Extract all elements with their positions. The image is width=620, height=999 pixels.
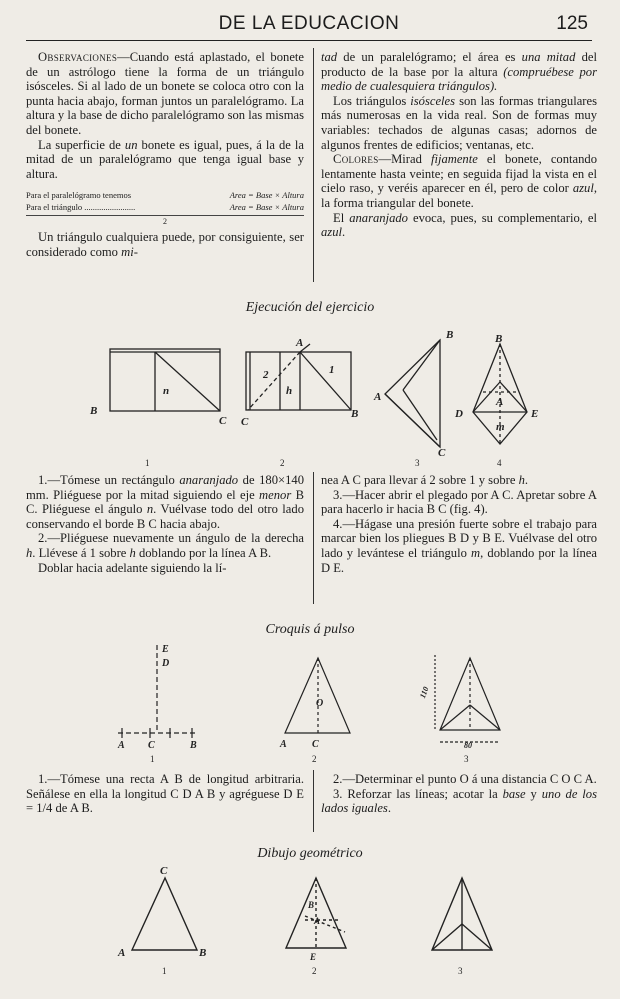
- section2-right-column: [321, 772, 597, 816]
- fig4-label-m: m: [496, 421, 505, 433]
- folding-figures: [85, 322, 555, 472]
- step-3: 3.—Hacer abrir el plegado por A C. Apretar sobre A para hacerlo ir hacia B C (fig. 4).: [321, 487, 597, 517]
- fig2-label-h: h: [286, 385, 293, 397]
- fig1-rectangle: [110, 349, 220, 411]
- fig4-label-d: D: [455, 408, 463, 420]
- fig1-number: 1: [145, 458, 150, 468]
- sketch-figures: [100, 640, 540, 765]
- sketch-step-2: 2.—Determinar el punto O á una distancia C O C A.: [333, 772, 597, 786]
- sketch2-label-c: C: [312, 739, 319, 750]
- fig4-label-e: E: [531, 408, 539, 420]
- sketch1-label-b: B: [190, 740, 197, 751]
- caption-ejecucion: Ejecución del ejercicio: [245, 300, 375, 315]
- superficie-paragraph: La superficie de un bonete es igual, pues, á la de la mitad de un paralelógramo que tenga igual base y altura.: [26, 137, 304, 181]
- fig3-label-c: C: [438, 447, 446, 459]
- sketch1-label-a: A: [118, 740, 125, 751]
- geo2-label-b: B: [308, 900, 315, 910]
- fig2-label-1: 1: [329, 364, 335, 376]
- sketch3-label-80: 80: [464, 741, 472, 750]
- fig2-label-2: 2: [263, 369, 269, 381]
- fig1-label-c: C: [219, 415, 227, 427]
- section2-left-column: [26, 772, 304, 816]
- fig3-label-a: A: [374, 391, 382, 403]
- mitad-paragraph: tad de un paralelógramo; el área es una mitad del producto de la base por la altura (compruébese por medio de cualesquiera triángulos).: [321, 50, 598, 94]
- geo2-triangle: [286, 878, 346, 948]
- geo1-label-c: C: [160, 865, 168, 877]
- fig2-label-c: C: [241, 416, 249, 428]
- triangulo-paragraph: Un triángulo cualquiera puede, por consiguiente, ser considerado como mi-: [26, 230, 304, 259]
- isosceles-paragraph: Los triángulos isósceles son las formas triangulares más numerosas en la vida real. Son de formas muy variables: techados de algunas casas; adornos de algunos frentes de edificios; ventanas, etc.: [321, 93, 597, 152]
- top-right-column: [321, 50, 597, 240]
- column-divider-3: [313, 770, 314, 832]
- fig2-label-b: B: [351, 408, 359, 420]
- geo2-label-a: A: [314, 916, 321, 926]
- caption-dibujo: Dibujo geométrico: [257, 846, 363, 861]
- step-4: 4.—Hágase una presión fuerte sobre el trabajo para marcar bien los pliegues B D y B E. Vuélvase del otro lado y levántese el triángulo m, doblando por la línea D E.: [321, 516, 597, 575]
- step-1: 1.—Tómese un rectángulo anaranjado de 180×140 mm. Pliéguese por la mitad siguiendo el eje menor B C. Pliéguese el ángulo n. Vuélvase todo del otro lado conservando el borde B C hacia abajo.: [26, 473, 304, 531]
- fig2-number: 2: [280, 458, 285, 468]
- fig1-label-b: B: [90, 405, 98, 417]
- column-divider-2: [313, 472, 314, 604]
- geo2-number: 2: [312, 966, 317, 976]
- fig2-label-a: A: [296, 337, 304, 349]
- section1-left-column: [26, 473, 304, 575]
- running-head-title: DE LA EDUCACION: [218, 13, 400, 34]
- sketch1-number: 1: [150, 754, 155, 764]
- fig3-number: 3: [415, 458, 420, 468]
- fig1-diagonal: [155, 352, 220, 411]
- sketch-step-1: 1.—Tómese una recta A B de longitud arbitraria. Señálese en ella la longitud C D A B y agréguese D E = 1/4 de A B.: [26, 772, 304, 816]
- anaranjado-paragraph: El anaranjado evoca, pues, su complementario, el azul.: [321, 210, 598, 240]
- sketch3-label-110: 110: [418, 685, 431, 700]
- geo1-triangle: [132, 878, 197, 950]
- fig4-label-a: A: [496, 396, 504, 408]
- sketch3-number: 3: [464, 754, 469, 764]
- fig3-label-b: B: [446, 329, 454, 341]
- fig4-label-b: B: [495, 333, 503, 345]
- observaciones-paragraph: Observaciones—Cuando está aplastado, el bonete de un astrólogo tiene la forma de un triángulo isósceles. Si al lado de un bonete se coloca otro con la punta hacia abajo, forman juntos un paralelógramo. La altura y la base de dicho paralelógramo son las mismas del bonete.: [26, 50, 304, 137]
- geo1-label-a: A: [118, 947, 126, 959]
- step-2-end: nea A C para llevar á 2 sobre 1 y sobre h.: [321, 473, 529, 487]
- fig4-number: 4: [497, 458, 502, 468]
- sketch1-label-c: C: [148, 740, 155, 751]
- step-2: 2.—Pliéguese nuevamente un ángulo de la derecha h. Llévese á 1 sobre h doblando por la línea A B.: [26, 531, 304, 560]
- page-number: 125: [556, 13, 588, 34]
- caption-croquis: Croquis á pulso: [265, 622, 355, 637]
- geo2-label-e: E: [310, 952, 317, 962]
- geometric-figures: [100, 862, 540, 984]
- fig1-label-n: n: [163, 385, 170, 397]
- sketch1-label-d: D: [162, 658, 170, 669]
- column-divider: [313, 48, 314, 282]
- colores-paragraph: Colores—Mirad fijamente el bonete, contando lentamente hasta veinte; en seguida fijad la vista en el cielo raso, y veréis aparecer en él, pero de color azul, la forma triangular del bonete.: [321, 152, 597, 210]
- geo3-number: 3: [458, 966, 463, 976]
- running-head: [26, 10, 592, 41]
- area-formula: Para el paralelógramo tenemos Area = Base × Altura Para el triángulo ........................ Area = Base × Altura 2: [26, 190, 304, 227]
- section1-right-column: [321, 473, 597, 575]
- sketch2-label-a: A: [280, 739, 287, 750]
- geo1-label-b: B: [199, 947, 207, 959]
- sketch1-label-e: E: [162, 644, 169, 655]
- fig2-rectangle: [246, 352, 351, 410]
- sketch2-number: 2: [312, 754, 317, 764]
- fig3-triangle: [385, 340, 440, 447]
- geo1-number: 1: [162, 966, 167, 976]
- sketch2-label-o: O: [316, 698, 324, 709]
- top-left-column: [26, 50, 304, 260]
- step-2-continued: Doblar hacia adelante siguiendo la lí-: [38, 560, 227, 575]
- sketch-step-3: 3. Reforzar las líneas; acotar la base y uno de los lados iguales.: [321, 786, 597, 816]
